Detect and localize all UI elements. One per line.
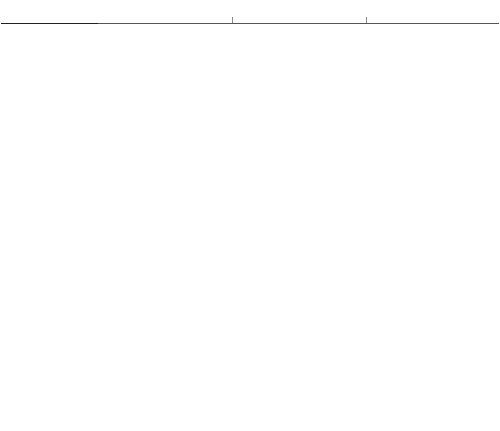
header-imports [232,17,349,23]
header-sections [1,17,98,23]
header-var-exports [215,17,232,23]
header-exports [98,17,215,23]
trade-balance-table [1,17,499,24]
header-var-imports [349,17,366,23]
header-balance [366,17,499,23]
